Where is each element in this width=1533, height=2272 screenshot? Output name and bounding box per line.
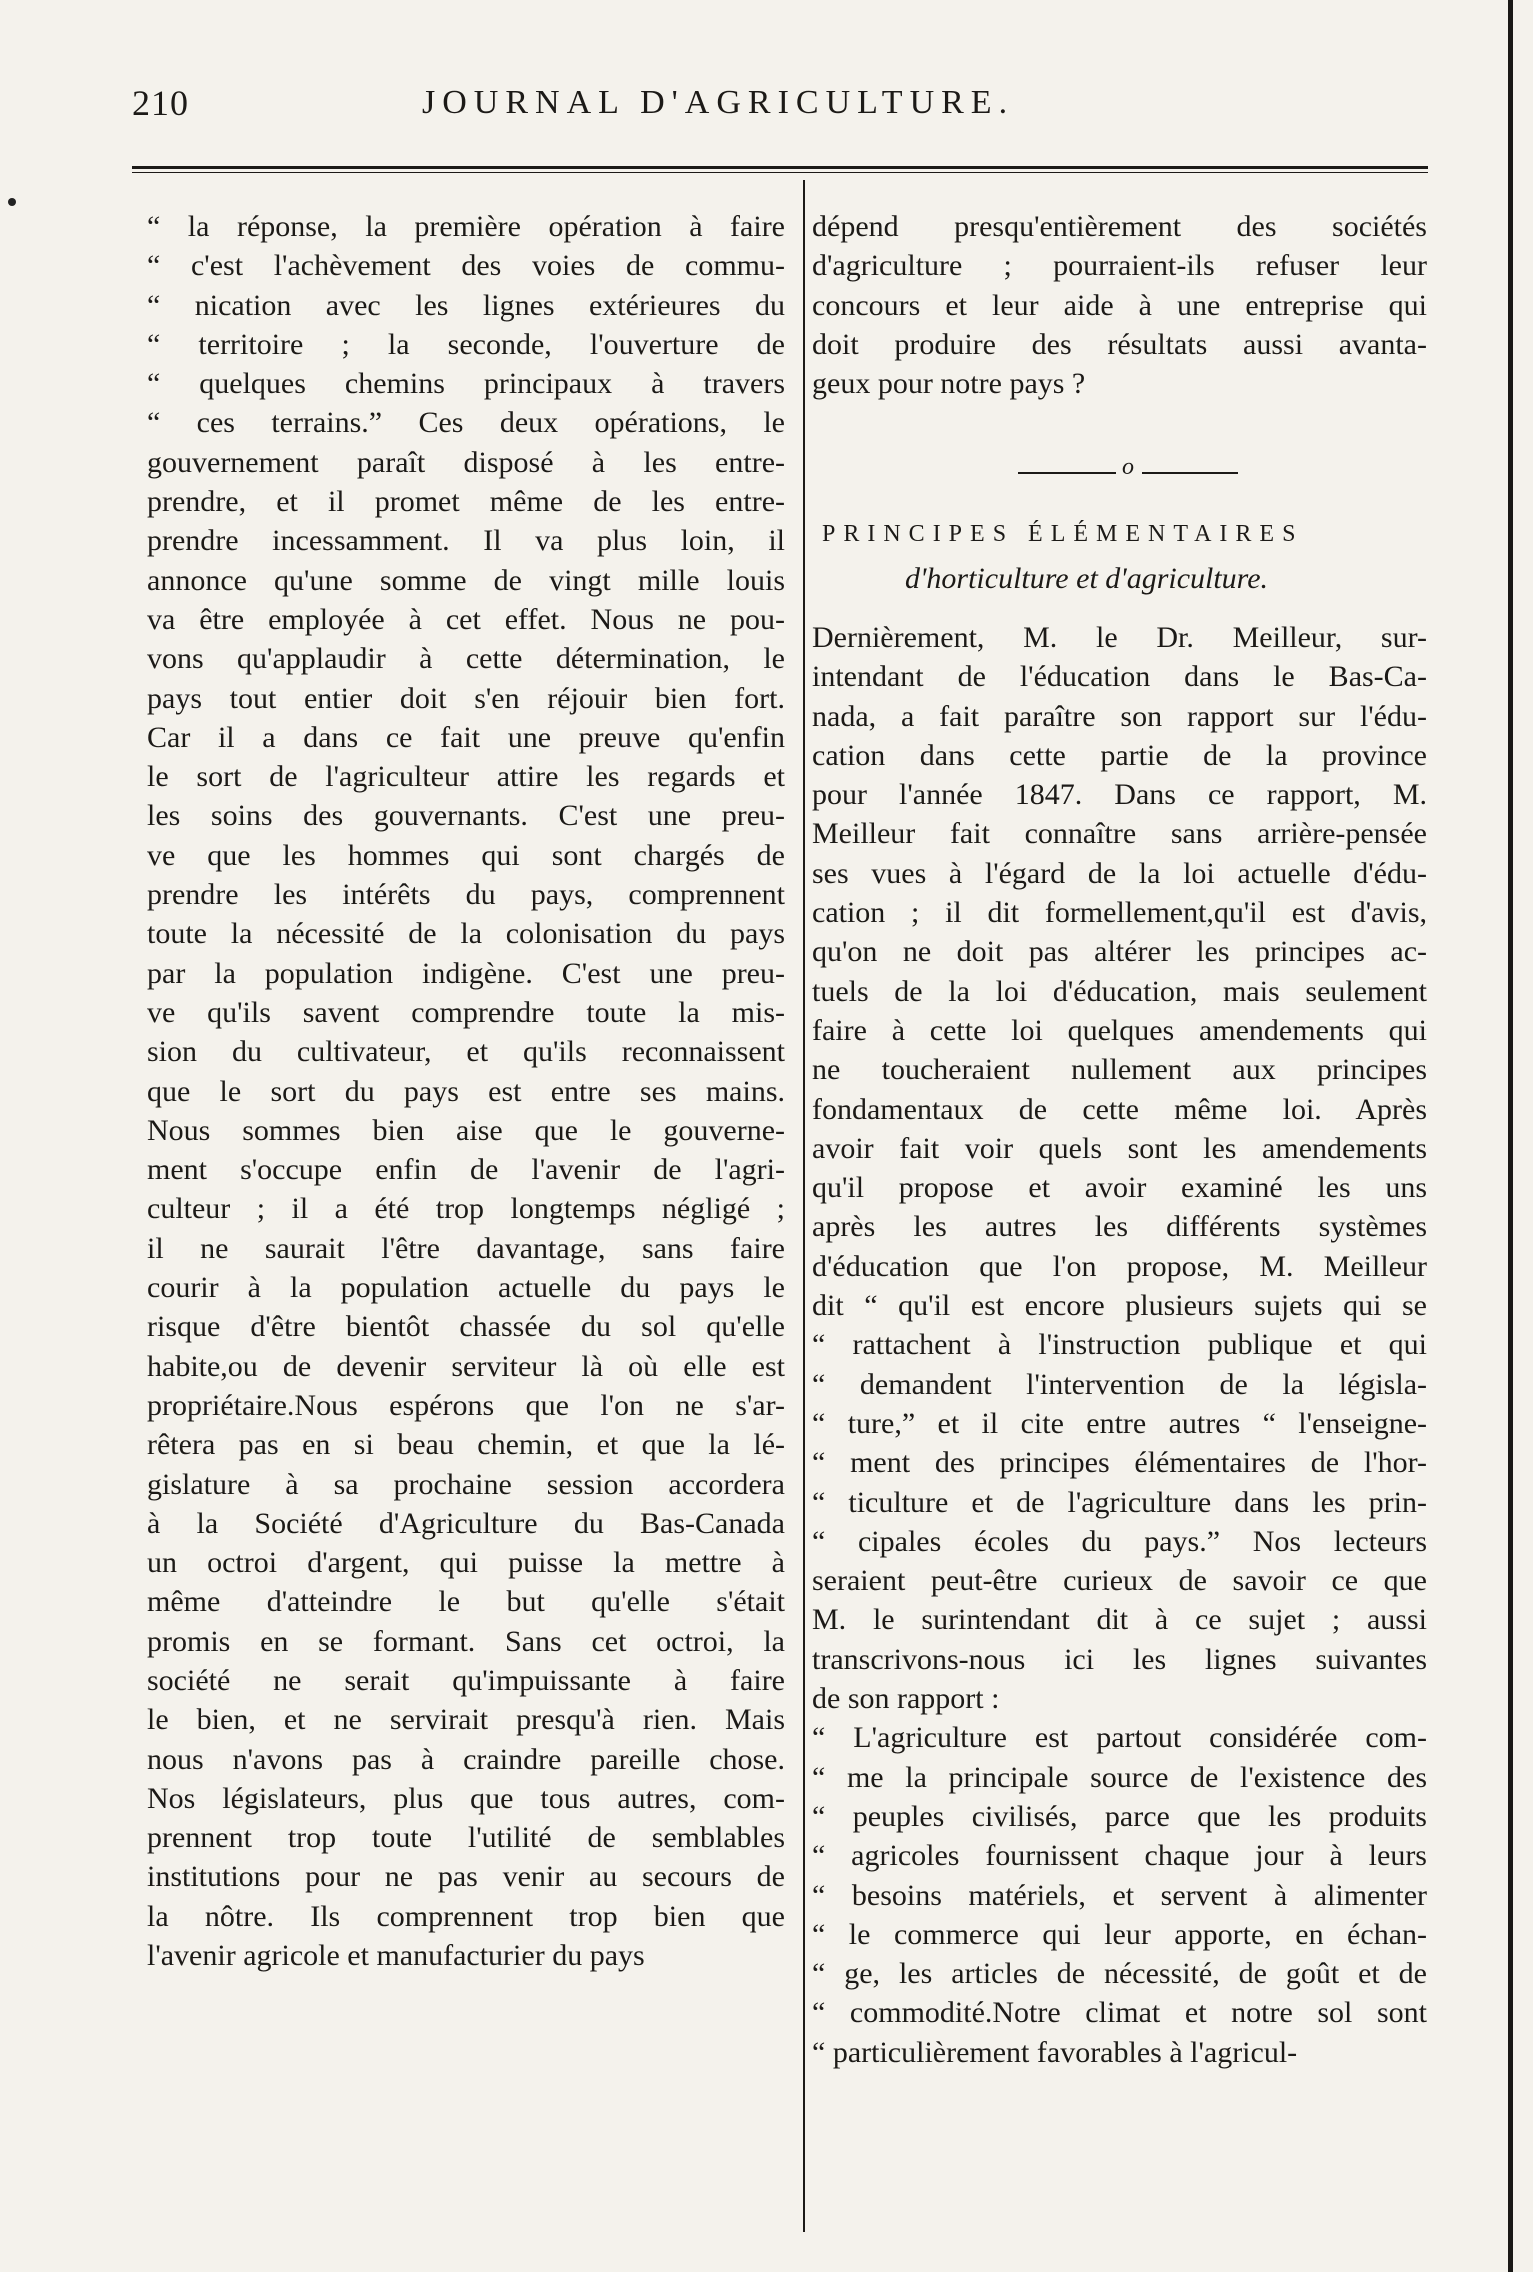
text-line: “ nication avec les lignes extérieures du [147, 288, 785, 322]
text-line: va être employée à cet effet. Nous ne pou- [147, 602, 785, 636]
text-line: ment s'occupe enfin de l'avenir de l'agri- [147, 1153, 785, 1187]
text-line: Dernièrement, M. le Dr. Meilleur, sur- [812, 621, 1427, 654]
text-line: à la Société d'Agriculture du Bas-Canada [147, 1506, 785, 1540]
text-line: “ rattachent à l'instruction publique et qui [812, 1328, 1427, 1362]
text-line: prendre les intérêts du pays, comprennent [147, 878, 785, 912]
column-divider [803, 180, 805, 2232]
text-line: d'éducation que l'on propose, M. Meilleur [812, 1249, 1427, 1283]
text-line: “ ture,” et il cite entre autres “ l'enseigne- [812, 1406, 1427, 1440]
right-column-top [812, 207, 1427, 403]
separator-glyph: o [1122, 454, 1134, 480]
text-line: “ c'est l'achèvement des voies de commu- [147, 249, 785, 283]
text-line: “ besoins matériels, et servent à alimenter [812, 1878, 1427, 1912]
text-line: qu'il propose et avoir examiné les uns [812, 1171, 1427, 1205]
text-line: pour l'année 1847. Dans ce rapport, M. [812, 778, 1427, 812]
text-line: “ cipales écoles du pays.” Nos lecteurs [812, 1524, 1427, 1558]
text-line: fondamentaux de cette même loi. Après [812, 1092, 1427, 1126]
text-line: “ ces terrains.” Ces deux opérations, le [147, 406, 785, 440]
text-line: Car il a dans ce fait une preuve qu'enfin [147, 720, 785, 754]
running-title: JOURNAL D'AGRICULTURE. [422, 84, 1015, 121]
text-line: qu'on ne doit pas altérer les principes ac- [812, 935, 1427, 969]
text-line: prennent trop toute l'utilité de semblables [147, 1821, 785, 1855]
text-line: gouvernement paraît disposé à les entre- [147, 445, 785, 479]
text-line: ne toucheraient nullement aux principes [812, 1053, 1427, 1087]
section-title: PRINCIPES ÉLÉMENTAIRES [822, 521, 1304, 547]
text-line: M. le surintendant dit à ce sujet ; aussi [812, 1603, 1427, 1637]
text-line: un octroi d'argent, qui puisse la mettre à [147, 1546, 785, 1580]
right-column-body [812, 618, 1427, 2072]
text-line: courir à la population actuelle du pays le [147, 1271, 785, 1305]
text-line: “ ticulture et de l'agriculture dans les prin- [812, 1485, 1427, 1519]
text-line: “ agricoles fournissent chaque jour à leurs [812, 1839, 1427, 1873]
text-line: la nôtre. Ils comprennent trop bien que [147, 1899, 785, 1933]
text-line: “ commodité.Notre climat et notre sol sont [812, 1996, 1427, 2030]
text-line: concours et leur aide à une entreprise qui [812, 288, 1427, 322]
text-line: Nous sommes bien aise que le gouverne- [147, 1113, 785, 1147]
text-line: ses vues à l'égard de la loi actuelle d'édu- [812, 856, 1427, 890]
text-line: prendre incessamment. Il va plus loin, il [147, 524, 785, 558]
text-line: nous n'avons pas à craindre pareille chose. [147, 1742, 785, 1776]
text-line: société ne serait qu'impuissante à faire [147, 1663, 785, 1697]
text-line: ve que les hommes qui sont chargés de [147, 838, 785, 872]
text-line: l'avenir agricole et manufacturier du pays [147, 1939, 645, 1973]
text-line: dépend presqu'entièrement des sociétés [812, 210, 1427, 243]
text-line: les soins des gouvernants. C'est une preu- [147, 799, 785, 833]
text-line: “ me la principale source de l'existence des [812, 1760, 1427, 1794]
text-line: rêtera pas en si beau chemin, et que la lé- [147, 1428, 785, 1462]
text-line: “ le commerce qui leur apporte, en échan- [812, 1917, 1427, 1951]
text-line: vons qu'applaudir à cette détermination, le [147, 642, 785, 676]
text-line: “ territoire ; la seconde, l'ouverture de [147, 327, 785, 361]
text-line: gislature à sa prochaine session accordera [147, 1467, 785, 1501]
text-line: doit produire des résultats aussi avanta- [812, 327, 1427, 361]
text-line: “ demandent l'intervention de la législa- [812, 1367, 1427, 1401]
text-line: tuels de la loi d'éducation, mais seulement [812, 974, 1427, 1008]
text-line: prendre, et il promet même de les entre- [147, 485, 785, 519]
margin-ink-dot [8, 198, 16, 206]
text-line: de son rapport : [812, 1682, 1000, 1716]
text-line: intendant de l'éducation dans le Bas-Ca- [812, 660, 1427, 694]
page-edge-rule [1508, 0, 1513, 2272]
separator-bar-right [1142, 472, 1238, 474]
text-line: “ peuples civilisés, parce que les produits [812, 1799, 1427, 1833]
text-line: habite,ou de devenir serviteur là où elle est [147, 1349, 785, 1383]
text-line: promis en se formant. Sans cet octroi, la [147, 1624, 785, 1658]
text-line: d'agriculture ; pourraient-ils refuser leur [812, 249, 1427, 283]
text-line: propriétaire.Nous espérons que l'on ne s'ar- [147, 1388, 785, 1422]
page-header [132, 82, 1422, 134]
header-rule-thin [132, 172, 1428, 173]
text-line: cation ; il dit formellement,qu'il est d'avis, [812, 896, 1427, 930]
text-line: Nos législateurs, plus que tous autres, com- [147, 1781, 785, 1815]
text-line: sion du cultivateur, et qu'ils reconnaissent [147, 1035, 785, 1069]
text-line: risque d'être bientôt chassée du sol qu'elle [147, 1310, 785, 1344]
text-line: geux pour notre pays ? [812, 367, 1086, 401]
text-line: cation dans cette partie de la province [812, 738, 1427, 772]
text-line: avoir fait voir quels sont les amendements [812, 1131, 1427, 1165]
text-line: seraient peut-être curieux de savoir ce que [812, 1564, 1427, 1598]
text-line: annonce qu'une somme de vingt mille louis [147, 563, 785, 597]
text-line: “ ge, les articles de nécessité, de goût et de [812, 1957, 1427, 1991]
text-line: “ la réponse, la première opération à faire [147, 210, 785, 243]
text-line: faire à cette loi quelques amendements qui [812, 1013, 1427, 1047]
header-rule-thick [132, 166, 1428, 169]
section-separator [1018, 454, 1238, 488]
text-line: “ ment des principes élémentaires de l'hor- [812, 1446, 1427, 1480]
page-number: 210 [132, 83, 189, 123]
text-line: pays tout entier doit s'en réjouir bien fort. [147, 681, 785, 715]
text-line: “ L'agriculture est partout considérée com- [812, 1721, 1427, 1755]
text-line: par la population indigène. C'est une preu- [147, 956, 785, 990]
separator-bar-left [1018, 472, 1116, 474]
text-line: que le sort du pays est entre ses mains. [147, 1074, 785, 1108]
text-line: “ quelques chemins principaux à travers [147, 367, 785, 401]
text-line: même d'atteindre le but qu'elle s'était [147, 1585, 785, 1619]
left-column [147, 207, 785, 1975]
text-line: il ne saurait l'être davantage, sans faire [147, 1231, 785, 1265]
text-line: Meilleur fait connaître sans arrière-pensée [812, 817, 1427, 851]
text-line: le bien, et ne servirait presqu'à rien. Mais [147, 1703, 785, 1737]
text-line: nada, a fait paraître son rapport sur l'édu- [812, 699, 1427, 733]
text-line: “ particulièrement favorables à l'agricul- [812, 2035, 1298, 2069]
text-line: dit “ qu'il est encore plusieurs sujets qui se [812, 1289, 1427, 1323]
text-line: institutions pour ne pas venir au secours de [147, 1860, 785, 1894]
text-line: culteur ; il a été trop longtemps négligé ; [147, 1192, 785, 1226]
section-subtitle: d'horticulture et d'agriculture. [905, 562, 1269, 595]
text-line: toute la nécessité de la colonisation du pays [147, 917, 785, 951]
text-line: le sort de l'agriculteur attire les regards et [147, 760, 785, 794]
text-line: ve qu'ils savent comprendre toute la mis- [147, 995, 785, 1029]
text-line: transcrivons-nous ici les lignes suivantes [812, 1642, 1427, 1676]
text-line: après les autres les différents systèmes [812, 1210, 1427, 1244]
